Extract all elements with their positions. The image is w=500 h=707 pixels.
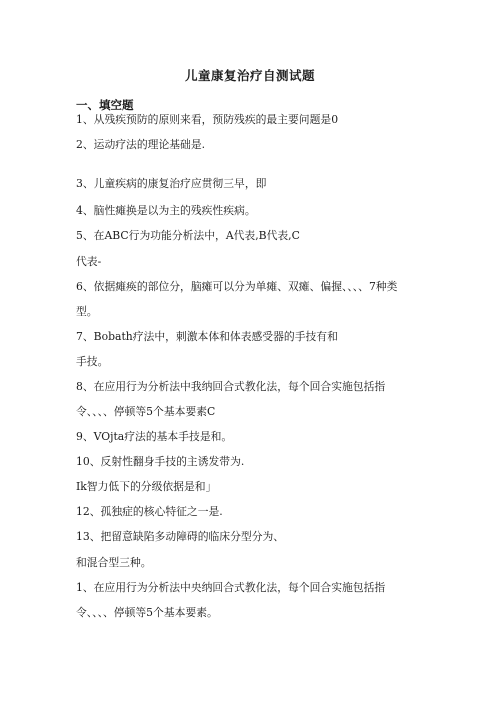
question-line: 代表- xyxy=(76,255,102,268)
question-line: 5、在ABC行为功能分析法中，A代表,B代表,C xyxy=(76,229,300,242)
question-line: 4、脑性瘫换是以为主的残疾性疾病。 xyxy=(76,204,256,217)
question-line: 3、儿童疾病的康复治疗应贯彻三早，即 xyxy=(76,177,267,190)
question-line: 2、运动疗法的理论基础是. xyxy=(76,138,206,151)
section-heading: 一、填空题 xyxy=(76,98,134,112)
question-line: 12、孤独症的核心特征之一是. xyxy=(76,505,223,518)
question-line: 1、从残疾预防的原则来看，预防残疾的最主要问题是0 xyxy=(76,113,339,126)
question-line: 6、依据瘫痪的部位分，脑瘫可以分为单瘫、双瘫、偏握、、、、7种类 xyxy=(76,280,398,293)
question-line: 和混合型三种。 xyxy=(76,556,152,569)
question-line: 令、、、、停顿等5个基本要素。 xyxy=(76,606,218,619)
question-line: 8、在应用行为分析法中我纳回合式教化法，每个回合实施包括指 xyxy=(76,380,386,393)
question-line: 10、反射性翻身手技的主诱发带为. xyxy=(76,455,245,468)
question-line: 7、Bobath疗法中，刺激本体和体表感受器的手技有和 xyxy=(76,330,338,343)
document-title: 儿童康复治疗自测试题 xyxy=(184,68,315,83)
question-line: 1、在应用行为分析法中央纳回合式教化法，每个回合实施包括指 xyxy=(76,581,386,594)
question-line: 手技。 xyxy=(76,355,109,368)
question-line: 13、把留意缺陷多动障碍的临床分型分为、 xyxy=(76,530,285,543)
question-line: 9、VOjta疗法的基本手技是和。 xyxy=(76,430,233,443)
question-line: 型。 xyxy=(76,305,98,318)
question-line: Ik智力低下的分级依据是和」 xyxy=(76,480,217,493)
question-line: 令、、、、停顿等5个基本要素C xyxy=(76,405,216,418)
